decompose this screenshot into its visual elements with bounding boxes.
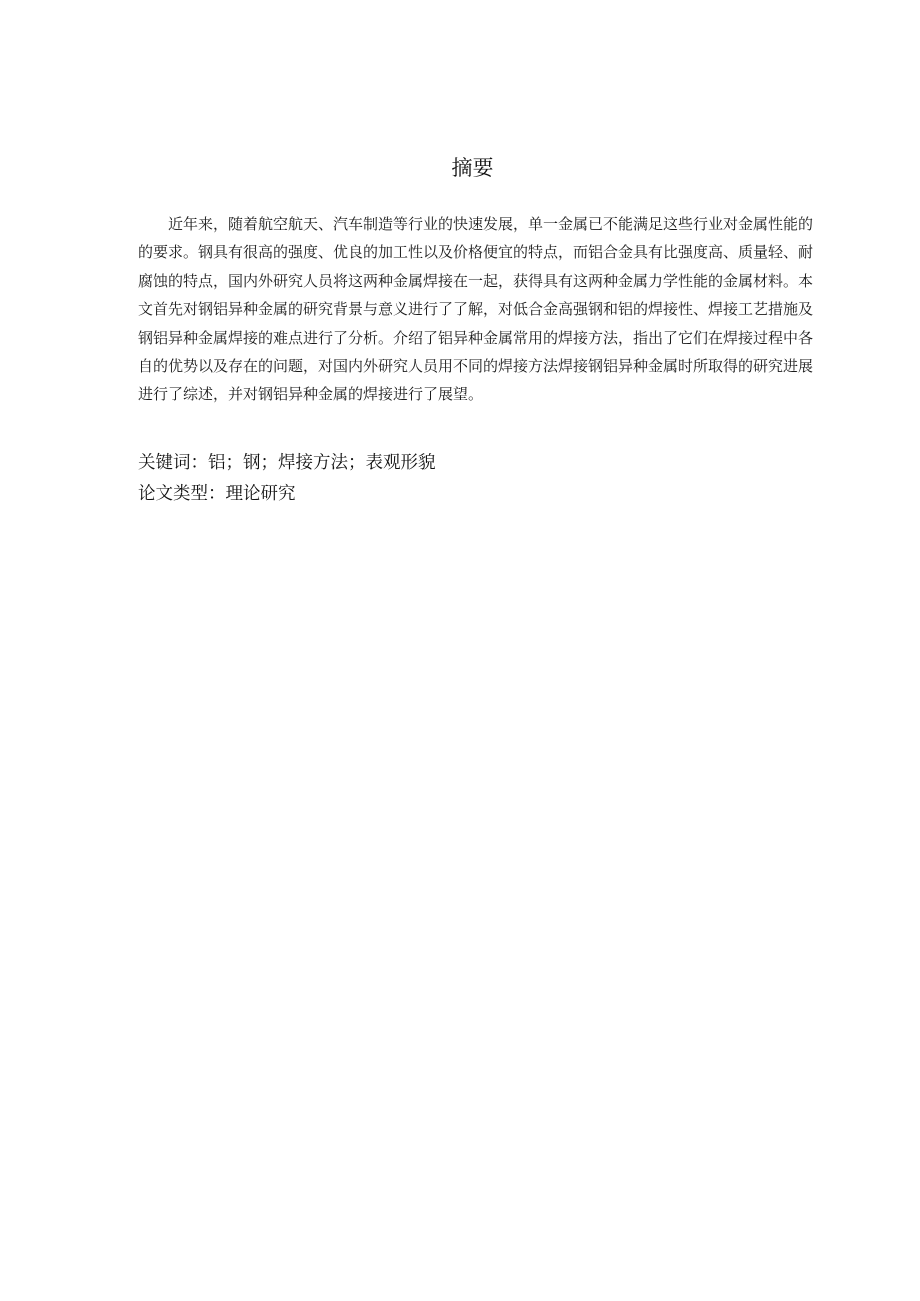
abstract-title: 摘要 xyxy=(451,156,494,180)
keywords-line: 关键词：铝；钢；焊接方法；表观形貌 xyxy=(138,453,436,473)
paper-type-line: 论文类型：理论研究 xyxy=(138,484,296,504)
abstract-paragraph: 近年来，随着航空航天、汽车制造等行业的快速发展，单一金属已不能满足这些行业对金属性能的的要求。钢具有很高的强度、优良的加工性以及价格便宜的特点，而铝合金具有比强度高、质量轻、耐腐蚀的特点，国内外研究人员将这两种金属焊接在一起，获得具有这两种金属力学性能的金属材料。本文首先对钢铝异种金属的研究背景与意义进行了了解，对低合金高强钢和铝的焊接性、焊接工艺措施及钢铝异种金属焊接的难点进行了分析。介绍了铝异种金属常用的焊接方法，指出了它们在焊接过程中各自的优势以及存在的问题，对国内外研究人员用不同的焊接方法焊接钢铝异种金属时所取得的研究进展进行了综述，并对钢铝异种金属的焊接进行了展望。 xyxy=(138,215,814,404)
